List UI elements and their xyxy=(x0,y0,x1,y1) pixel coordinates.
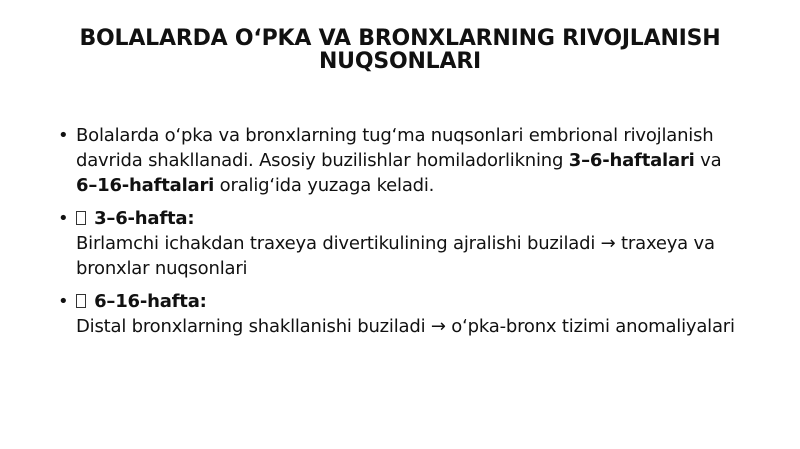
missing-glyph-icon xyxy=(76,211,86,225)
bullet-intro-text-a: Bolalarda o‘pka va bronxlarning tug‘ma nuqsonlari embrional rivojlanish davrida shakllanadi. Asosiy buzilishlar homiladorlikning xyxy=(76,125,714,171)
bullet-heading-6-16 xyxy=(76,289,748,314)
bullet-body-6-16: Distal bronxlarning shakllanishi buziladi → o‘pka-bronx tizimi anomaliyalari xyxy=(76,316,735,337)
bullet-dot-icon: • xyxy=(58,125,69,146)
bullet-item-6-16-week xyxy=(58,289,748,339)
slide-title xyxy=(40,27,760,73)
bullet-list xyxy=(58,123,748,347)
bullet-item-3-6-week xyxy=(58,206,748,281)
bullet-item-intro xyxy=(58,123,748,198)
bullet-intro-text-b: va xyxy=(694,150,722,171)
missing-glyph-icon xyxy=(76,294,86,308)
bullet-body-3-6: Birlamchi ichakdan traxeya divertikulining ajralishi buziladi → traxeya va bronxlar nuqsonlari xyxy=(76,233,715,279)
bullet-dot-icon: • xyxy=(58,291,69,312)
bullet-intro-bold-a: 3–6-haftalari xyxy=(568,150,695,171)
bullet-heading-3-6-text: 3–6-hafta: xyxy=(88,208,195,229)
bullet-heading-6-16-text: 6–16-hafta: xyxy=(88,291,207,312)
bullet-heading-3-6 xyxy=(76,206,748,231)
slide-title-line-2: NUQSONLARI xyxy=(318,49,482,74)
bullet-intro-bold-b: 6–16-haftalari xyxy=(76,175,215,196)
bullet-intro-text-c: oralig‘ida yuzaga keladi. xyxy=(214,175,435,196)
slide-title-line-1: BOLALARDA O‘PKA VA BRONXLARNING RIVOJLANISH xyxy=(79,26,721,51)
bullet-dot-icon: • xyxy=(58,208,69,229)
